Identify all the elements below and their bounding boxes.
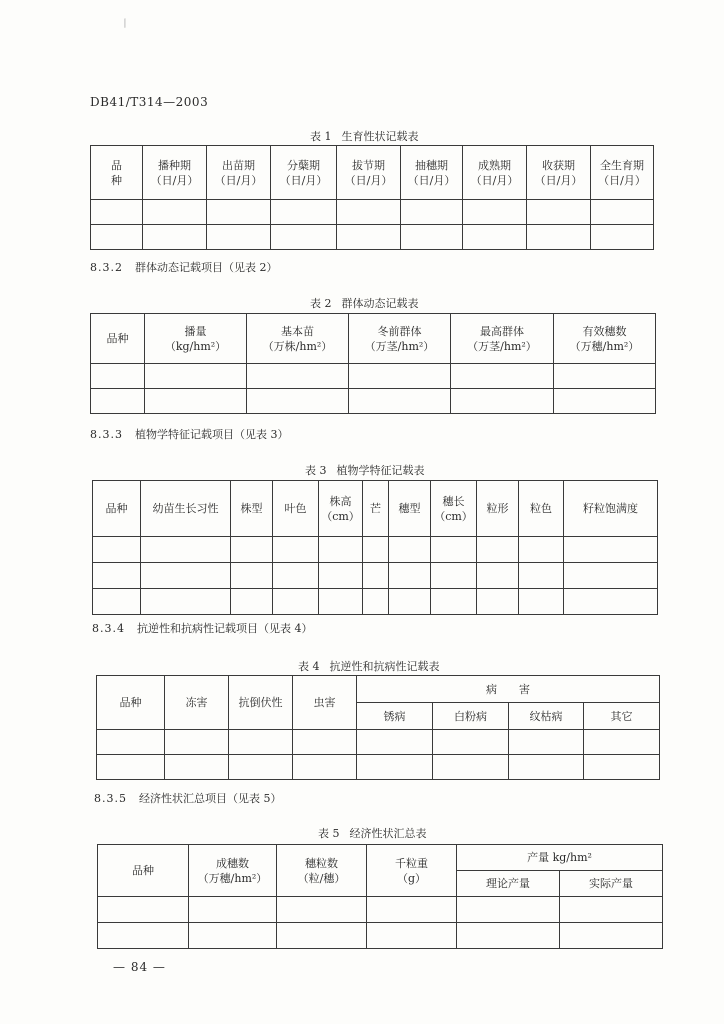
- table2-header-row: [91, 314, 656, 364]
- table2-header-cell: 播量 （kg/hm²）: [145, 314, 247, 364]
- table2-header-cell: 有效穗数 （万穗/hm²）: [554, 314, 656, 364]
- table5-caption: [318, 825, 427, 841]
- table1-blank-row: [91, 225, 654, 250]
- table5-header-cell: 品种: [98, 845, 189, 897]
- table4-disease-sub-header: 其它: [584, 703, 660, 730]
- table3-blank-row: [93, 589, 658, 615]
- table3-header-cell: 株高 （cm）: [319, 481, 363, 537]
- table2-caption-title: 群体动态记载表: [341, 297, 419, 310]
- table2-header-cell: 品种: [91, 314, 145, 364]
- table4-header-cell: 抗倒伏性: [229, 676, 293, 730]
- table4-blank-row: [97, 755, 660, 780]
- section-8-3-2: 8.3.2 群体动态记载项目（见表 2）: [90, 261, 278, 274]
- table5-caption-title: 经济性状汇总表: [349, 827, 427, 840]
- table4-header-cell: 虫害: [293, 676, 357, 730]
- table3-header-cell: 品种: [93, 481, 141, 537]
- corner-mark: 丨: [120, 19, 130, 30]
- page-number: — 84 —: [113, 960, 166, 974]
- table3-blank-row: [93, 537, 658, 563]
- table1-header-cell: 抽穗期 （日/月）: [401, 146, 463, 200]
- table4-header-row-1: [97, 676, 660, 703]
- table1-growth-records: [90, 145, 654, 250]
- table3-caption-num: 表 3: [305, 464, 327, 477]
- table5-yield-sub-header: 理论产量: [457, 871, 560, 897]
- section-8-3-4: 8.3.4 抗逆性和抗病性记载项目（见表 4）: [92, 622, 313, 635]
- table3-header-cell: 幼苗生长习性: [141, 481, 231, 537]
- table4-caption: [298, 658, 440, 674]
- table3-caption-title: 植物学特征记载表: [336, 464, 425, 477]
- table5-blank-row: [98, 897, 663, 923]
- table2-header-cell: 基本苗 （万株/hm²）: [247, 314, 349, 364]
- table3-header-cell: 粒形: [477, 481, 519, 537]
- table5-caption-num: 表 5: [318, 827, 340, 840]
- table3-header-cell: 粒色: [519, 481, 564, 537]
- table3-header-cell: 株型: [231, 481, 273, 537]
- table1-caption-num: 表 1: [310, 130, 332, 143]
- table2-header-cell: 冬前群体 （万茎/hm²）: [349, 314, 451, 364]
- table5-yield-sub-header: 实际产量: [560, 871, 663, 897]
- table5-header-cell: 千粒重 （g）: [367, 845, 457, 897]
- table2-caption-num: 表 2: [310, 297, 332, 310]
- standard-id: DB41/T314—2003: [90, 95, 209, 109]
- table4-caption-title: 抗逆性和抗病性记载表: [329, 660, 440, 673]
- section-8-3-3: 8.3.3 植物学特征记载项目（见表 3）: [90, 428, 289, 441]
- table4-blank-row: [97, 730, 660, 755]
- table3-blank-row: [93, 563, 658, 589]
- section-8-3-5: 8.3.5 经济性状汇总项目（见表 5）: [94, 792, 282, 805]
- table2-header-cell: 最高群体 （万茎/hm²）: [451, 314, 554, 364]
- table4-resistance-records: [96, 675, 660, 780]
- table1-header-cell: 出苗期 （日/月）: [207, 146, 271, 200]
- table1-header-cell: 成熟期 （日/月）: [463, 146, 527, 200]
- table1-header-row: [91, 146, 654, 200]
- table3-botanical-records: [92, 480, 658, 615]
- table3-caption: [305, 462, 425, 478]
- table3-header-cell: 穗长 （cm）: [431, 481, 477, 537]
- table5-yield-group-header: 产量 kg/hm²: [457, 845, 663, 871]
- table5-economic-summary: [97, 844, 663, 949]
- table5-blank-row: [98, 923, 663, 949]
- table2-blank-row: [91, 389, 656, 414]
- table1-header-cell: 播种期 （日/月）: [143, 146, 207, 200]
- table5-header-cell: 成穗数 （万穗/hm²）: [189, 845, 277, 897]
- table3-header-cell: 芒: [363, 481, 389, 537]
- table3-header-cell: 籽粒饱满度: [564, 481, 658, 537]
- table1-header-cell: 收获期 （日/月）: [527, 146, 591, 200]
- table2-blank-row: [91, 364, 656, 389]
- table4-disease-sub-header: 纹枯病: [509, 703, 584, 730]
- table3-header-cell: 叶色: [273, 481, 319, 537]
- table1-header-cell: 全生育期 （日/月）: [591, 146, 654, 200]
- table1-header-cell: 分蘖期 （日/月）: [271, 146, 337, 200]
- table1-blank-row: [91, 200, 654, 225]
- table4-header-cell: 冻害: [165, 676, 229, 730]
- table4-disease-sub-header: 锈病: [357, 703, 433, 730]
- table1-caption-title: 生育性状记载表: [341, 130, 419, 143]
- table2-caption: [310, 295, 419, 311]
- table5-header-cell: 穗粒数 （粒/穗）: [277, 845, 367, 897]
- table3-header-cell: 穗型: [389, 481, 431, 537]
- table3-header-row: [93, 481, 658, 537]
- table4-disease-group-header: 病 害: [357, 676, 660, 703]
- table1-header-cell: 拔节期 （日/月）: [337, 146, 401, 200]
- table1-caption: [310, 128, 419, 144]
- table4-disease-sub-header: 白粉病: [433, 703, 509, 730]
- table4-caption-num: 表 4: [298, 660, 320, 673]
- table1-header-cell: 品 种: [91, 146, 143, 200]
- table4-header-cell: 品种: [97, 676, 165, 730]
- table2-population-records: [90, 313, 656, 414]
- table5-header-row-1: [98, 845, 663, 871]
